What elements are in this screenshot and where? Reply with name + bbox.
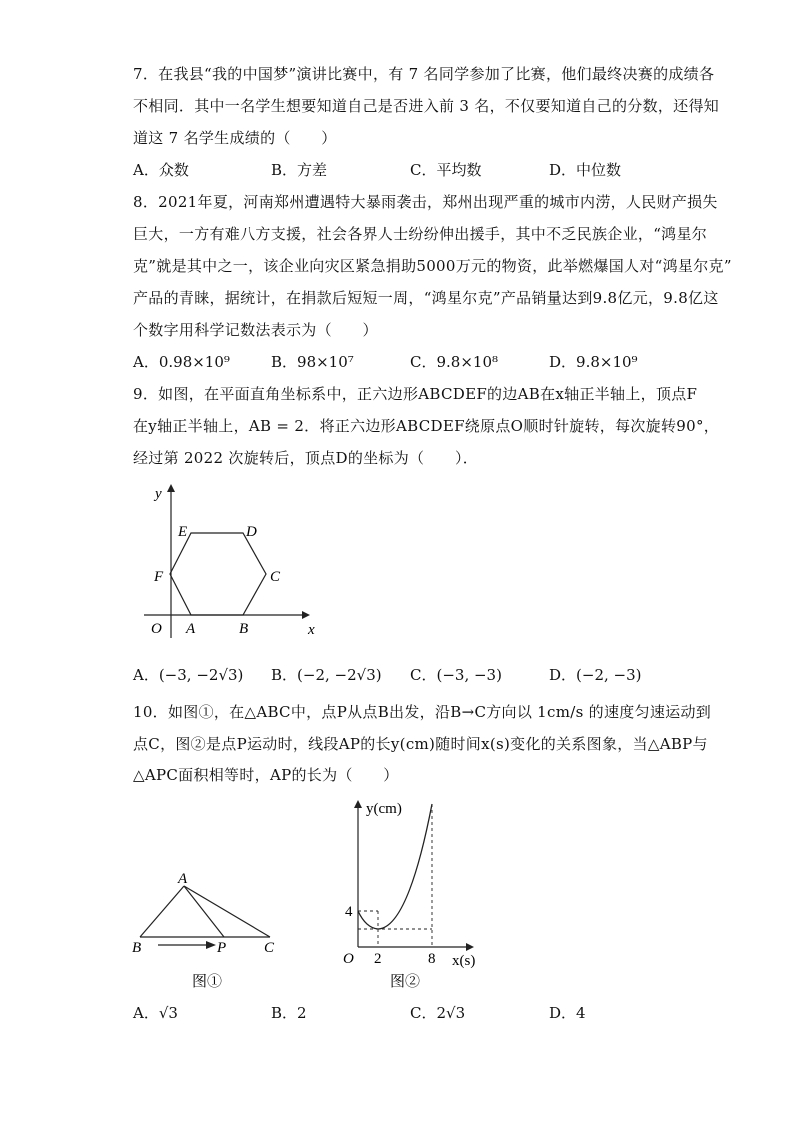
q9-label-x: x: [308, 622, 315, 638]
q9-line-2: 在y轴正半轴上，AB = 2．将正六边形ABCDEF绕原点O顺时针旋转，每次旋转90°，: [133, 417, 720, 435]
q9-line-3: 经过第 2022 次旋转后，顶点D的坐标为（ ）．: [133, 449, 479, 467]
q10-label-b: B: [132, 940, 142, 956]
q9-line-1: 9．如图，在平面直角坐标系中，正六边形ABCDEF的边AB在x轴正半轴上，顶点F: [133, 385, 698, 403]
q9-option-d[interactable]: D．(−2, −3): [549, 666, 642, 684]
q9-label-o: O: [151, 621, 162, 637]
q9-y-arrow: [167, 484, 175, 492]
q10-label-c: C: [264, 940, 275, 956]
q10-graph-figure: [338, 796, 488, 996]
q10-line-3: △APC面积相等时，AP的长为（ ）: [133, 766, 399, 784]
q9-label-e: E: [178, 524, 188, 540]
q9-label-b: B: [239, 621, 249, 637]
q7-line-1: 7．在我县“我的中国梦”演讲比赛中，有 7 名同学参加了比赛，他们最终决赛的成绩各: [133, 65, 715, 83]
q8-option-c[interactable]: C．9.8×10⁸: [410, 353, 499, 371]
q8-option-d[interactable]: D．9.8×10⁹: [549, 353, 638, 371]
q9-label-f: F: [154, 569, 164, 585]
q9-hexagon: [170, 533, 266, 615]
q10-graph-tick-4: 4: [345, 904, 353, 920]
q8-option-a[interactable]: A．0.98×10⁹: [133, 353, 230, 371]
q8-line-2: 巨大，一方有难八方支援，社会各界人士纷纷伸出援手，其中不乏民族企业，“鸿星尔: [133, 225, 708, 243]
q10-motion-arrowhead: [206, 941, 216, 949]
q10-graph-label-x: x(s): [452, 953, 476, 969]
q10-line-1: 10．如图①，在△ABC中，点P从点B出发，沿B→C方向以 1cm/s 的速度匀速运动到: [133, 703, 712, 721]
q10-label-a: A: [178, 871, 188, 887]
q7-option-b[interactable]: B．方差: [271, 161, 328, 179]
q10-graph-x-arrow: [466, 943, 474, 951]
q10-fig1-caption: 图①: [192, 974, 223, 990]
q10-line-2: 点C，图②是点P运动时，线段AP的长y(cm)随时间x(s)变化的关系图象，当△ABP与: [133, 735, 708, 753]
q10-label-p: P: [217, 940, 227, 956]
q9-label-a: A: [186, 621, 196, 637]
q10-side-ac: [184, 886, 270, 937]
q10-graph-curve: [358, 804, 432, 929]
q8-line-5: 个数字用科学记数法表示为（ ）: [133, 321, 378, 339]
q9-option-a[interactable]: A．(−3, −2√3): [133, 666, 244, 684]
q10-option-c[interactable]: C．2√3: [410, 1004, 466, 1022]
q10-graph-tick-8: 8: [428, 951, 436, 967]
q9-label-d: D: [246, 524, 257, 540]
q8-line-1: 8．2021年夏，河南郑州遭遇特大暴雨袭击，郑州出现严重的城市内涝，人民财产损失: [133, 193, 718, 211]
q10-side-ab: [140, 886, 184, 937]
q10-graph-label-o: O: [343, 951, 354, 967]
q7-option-a[interactable]: A．众数: [133, 161, 189, 179]
q10-option-b[interactable]: B．2: [271, 1004, 307, 1022]
q9-label-y: y: [155, 486, 162, 502]
q7-option-d[interactable]: D．中位数: [549, 161, 622, 179]
q10-option-d[interactable]: D．4: [549, 1004, 586, 1022]
q10-segment-ap: [184, 886, 224, 937]
q10-triangle-figure: [128, 866, 288, 991]
q8-option-b[interactable]: B．98×10⁷: [271, 353, 354, 371]
q9-option-c[interactable]: C．(−3, −3): [410, 666, 502, 684]
q7-option-c[interactable]: C．平均数: [410, 161, 482, 179]
q9-x-arrow: [302, 611, 310, 619]
q10-graph-label-y: y(cm): [366, 801, 402, 817]
q10-option-a[interactable]: A．√3: [133, 1004, 178, 1022]
q10-graph-tick-2: 2: [374, 951, 382, 967]
q10-fig2-caption: 图②: [390, 974, 421, 990]
q7-line-3: 道这 7 名学生成绩的（ ）: [133, 129, 337, 147]
q9-hexagon-figure: [138, 478, 328, 644]
q8-line-4: 产品的青睐，据统计，在捐款后短短一周，“鸿星尔克”产品销量达到9.8亿元，9.8亿这: [133, 289, 719, 307]
q10-graph-y-arrow: [354, 800, 362, 808]
q9-option-b[interactable]: B．(−2, −2√3): [271, 666, 382, 684]
q8-line-3: 克”就是其中之一，该企业向灾区紧急捐助5000万元的物资，此举燃爆国人对“鸿星尔克”: [133, 257, 732, 275]
q7-line-2: 不相同．其中一名学生想要知道自己是否进入前 3 名，不仅要知道自己的分数，还得知: [133, 97, 720, 115]
q9-label-c: C: [270, 569, 281, 585]
